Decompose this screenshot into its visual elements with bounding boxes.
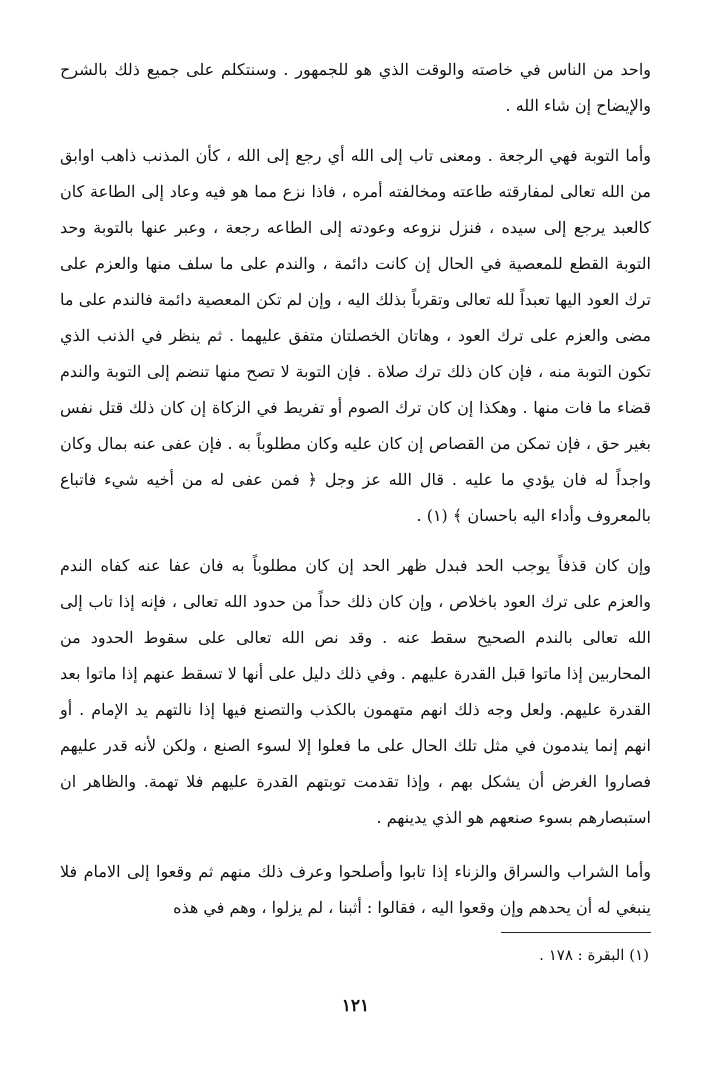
paragraph-intro: واحد من الناس في خاصته والوقت الذي هو للجمهور . وسنتكلم على جميع ذلك بالشرح والإيضاح إن شاء الله .	[60, 60, 651, 115]
page-number: ١٢١	[341, 996, 370, 1016]
footnote: (١) البقرة : ١٧٨ .	[539, 946, 649, 964]
paragraph-drinkers-thieves: وأما الشراب والسراق والزناء إذا تابوا وأصلحوا وعرف ذلك منهم ثم وقعوا إلى الامام فلا ينبغي له أن يحدهم وإن وقعوا اليه ، فقالوا : أثبنا ، لم يزلوا ، وهم في هذه	[60, 862, 652, 917]
paragraph-hudud: وإن كان قذفاً يوجب الحد فبدل ظهر الحد إن كان مطلوباً به فان عفا عنه كفاه الندم والعزم على ترك العود باخلاص ، وإن كان ذلك حداً من حدود الله تعالى ، فإنه إذا تاب إلى الله تعالى بالندم الصحيح سقط عنه . وقد نص الله تعالى على سقوط الحدود من المحاربين إذا ماتوا قبل القدرة عليهم . وفي ذلك دليل على أنها لا تسقط عنهم إذا ماتوا بعد القدرة عليهم. ولعل وجه ذلك انهم متهمون بالكذب والتصنع فيها إذا نالتهم يد الإمام . أو انهم إنما يندمون في مثل تلك الحال على ما فعلوا إلا لسوء الصنع ، ولكن لأنه قدر عليهم فصاروا الغرض أن يشكل بهم ، وإذا تقدمت توبتهم القدرة عليهم فلا تهمة. والظاهر ان استبصارهم بسوء صنعهم هو الذي يدينهم .	[60, 556, 651, 827]
paragraph-repentance: وأما التوبة فهي الرجعة . ومعنى تاب إلى الله أي رجع إلى الله ، كأن المذنب ذاهب اوابق من الله تعالى لمفارقته طاعته ومخالفته أمره ، فاذا نزع مما هو فيه وعاد إلى الطاعة كان كالعبد يرجع إلى سيده ، فنزل نزوعه وعودته إلى الطاعه رجعة ، وعبر عنها بالتوبة وحد التوبة القطع للمعصية في الحال إن كانت دائمة ، والندم على ما سلف منها والعزم على ترك العود اليها تعبداً لله تعالى وتقرباً بذلك اليه ، وإن لم تكن المعصية دائمة فالندم على ما مضى والعزم على ترك العود ، وهاتان الخصلتان متفق عليهما . ثم ينظر في الذنب الذي تكون التوبة منه ، فإن كان ذلك ترك صلاة . فإن التوبة لا تصح منها تنضم إلى التوبة والندم قضاء ما فات منها . وهكذا إن كان ترك الصوم أو تفريط في الزكاة إن كان ذلك قتل نفس بغير حق ، فإن تمكن من القصاص إن كان عليه وكان مطلوباً به . فإن عفى عنه بمال وكان واجداً له فان يؤدي ما عليه . قال الله عز وجل ﴿ فمن عفى له من أخيه شيء فاتباع بالمعروف وأداء اليه باحسان ﴾ (١) .	[60, 146, 651, 525]
footnote-divider	[501, 932, 651, 933]
body-text	[60, 52, 651, 926]
